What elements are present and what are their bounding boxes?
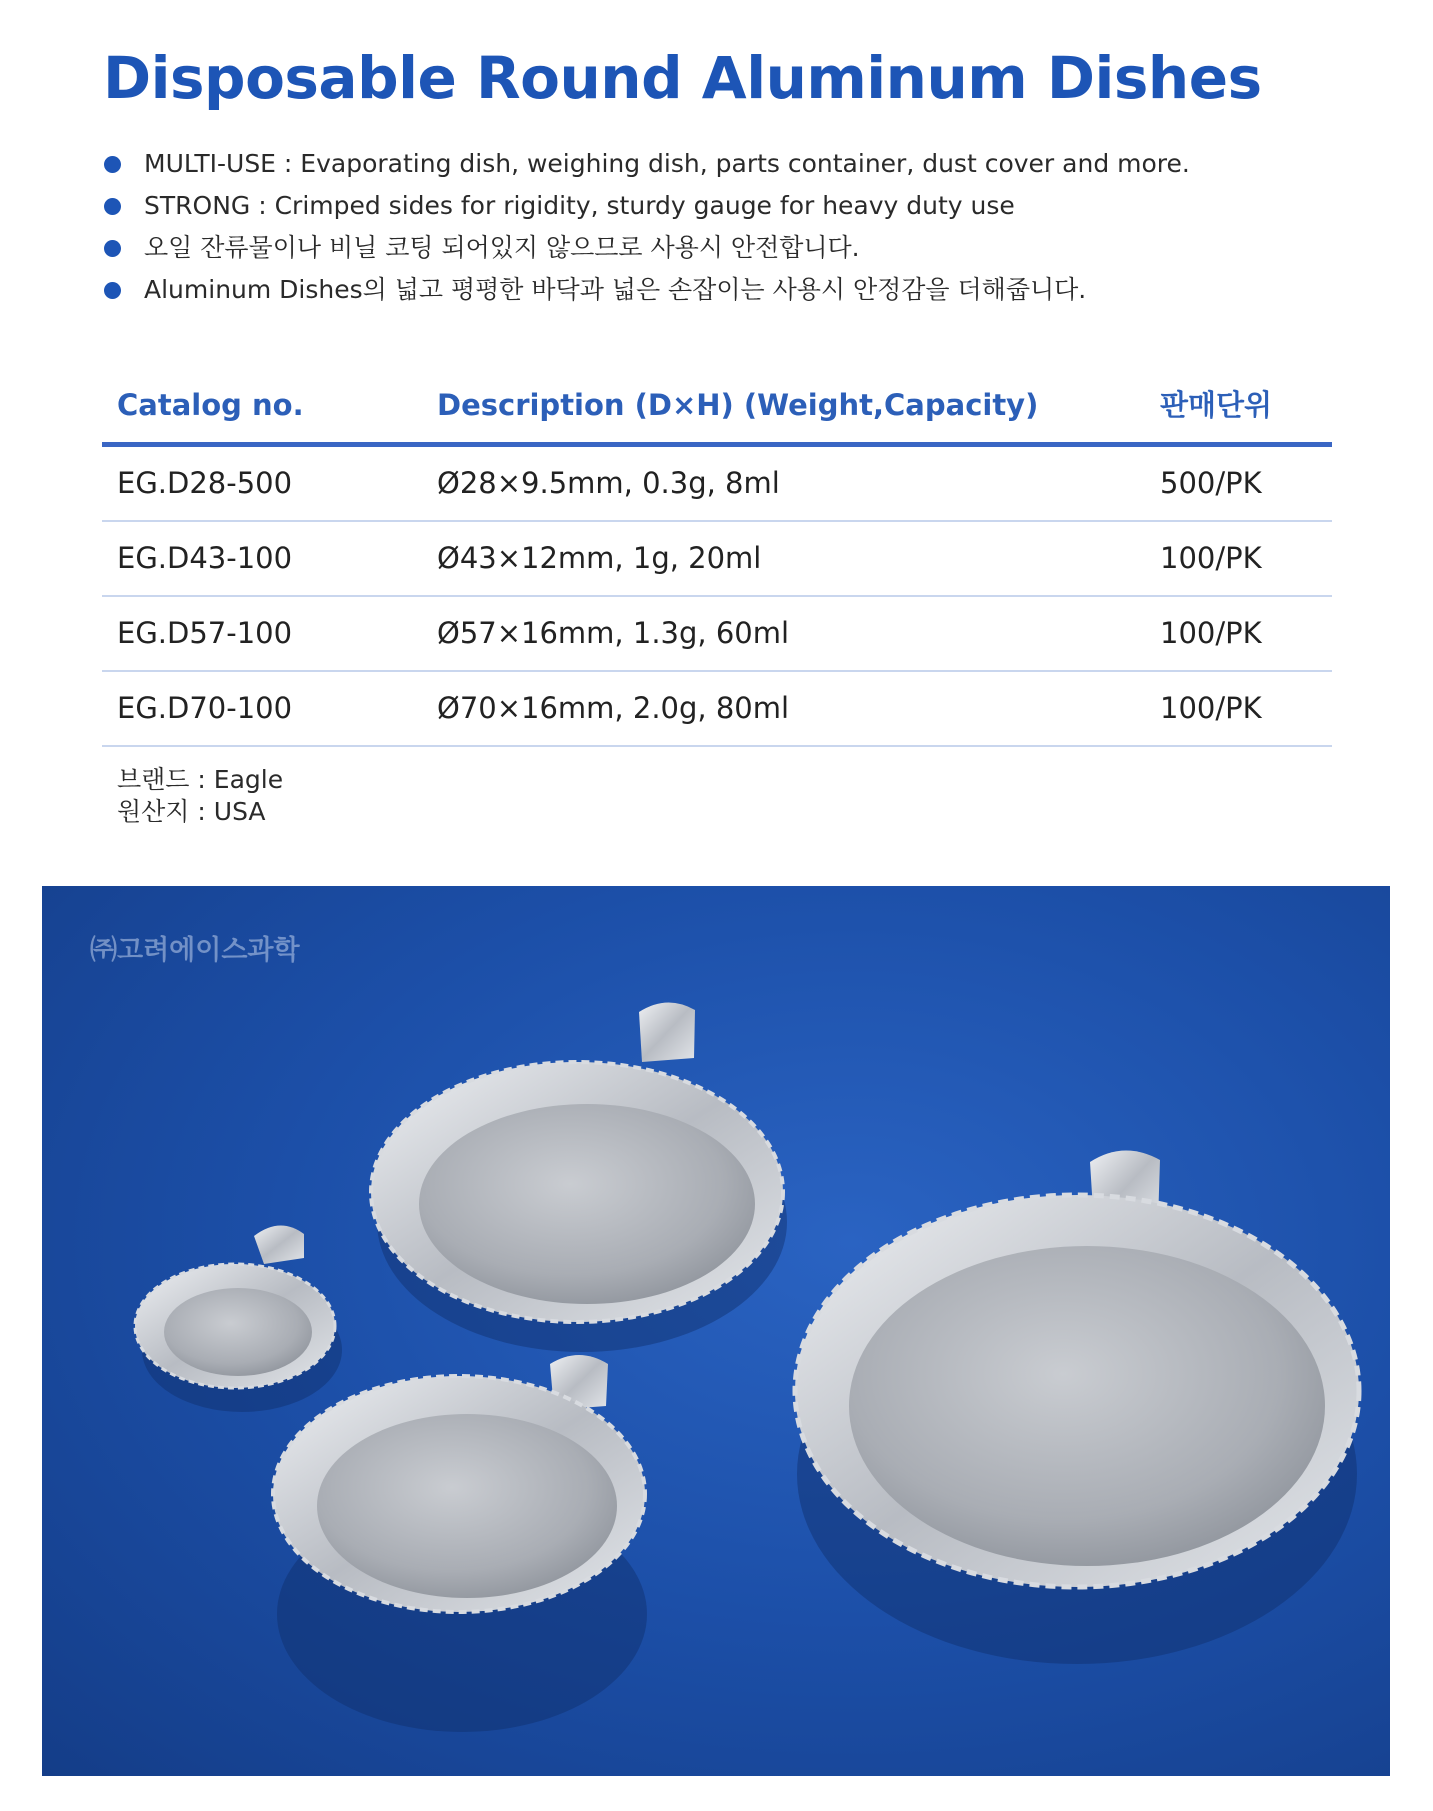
table-row (102, 522, 1332, 597)
header-catalog-no: Catalog no. (117, 388, 304, 422)
feature-text: STRONG : Crimped sides for rigidity, sturdy gauge for heavy duty use (144, 191, 1015, 220)
cell-unit: 500/PK (1160, 466, 1262, 500)
page-title: Disposable Round Aluminum Dishes (103, 44, 1262, 112)
cell-catalog-no: EG.D70-100 (117, 691, 293, 725)
feature-item (104, 185, 1190, 227)
table-header (102, 378, 1332, 447)
cell-description: Ø57×16mm, 1.3g, 60ml (437, 616, 790, 650)
cell-description: Ø43×12mm, 1g, 20ml (437, 541, 762, 575)
feature-item (104, 269, 1190, 311)
cell-unit: 100/PK (1160, 616, 1262, 650)
company-watermark: ㈜고려에이스과학 (90, 935, 300, 966)
cell-unit: 100/PK (1160, 541, 1262, 575)
feature-text: 오일 잔류물이나 비닐 코팅 되어있지 않으므로 사용시 안전합니다. (144, 233, 860, 262)
feature-item (104, 227, 1190, 269)
small-dish (135, 1225, 335, 1388)
cell-description: Ø70×16mm, 2.0g, 80ml (437, 691, 790, 725)
brand-label: 브랜드 : Eagle (117, 765, 284, 794)
bullet-dot-icon (104, 240, 121, 257)
bullet-dot-icon (104, 282, 121, 299)
header-unit: 판매단위 (1160, 388, 1273, 422)
origin-label: 원산지 : USA (117, 797, 266, 826)
table-row (102, 597, 1332, 672)
catalog-table (102, 378, 1332, 747)
cell-catalog-no: EG.D57-100 (117, 616, 293, 650)
lower-dish (273, 1355, 645, 1612)
feature-text: MULTI-USE : Evaporating dish, weighing dish, parts container, dust cover and more. (144, 149, 1190, 178)
cell-description: Ø28×9.5mm, 0.3g, 8ml (437, 466, 780, 500)
bullet-dot-icon (104, 156, 121, 173)
header-description: Description (D×H) (Weight,Capacity) (437, 388, 1039, 422)
feature-item (104, 143, 1190, 185)
cell-catalog-no: EG.D28-500 (117, 466, 293, 500)
large-dish (795, 1150, 1359, 1587)
table-row (102, 447, 1332, 522)
cell-catalog-no: EG.D43-100 (117, 541, 293, 575)
medium-dish (371, 1002, 783, 1322)
feature-list (104, 143, 1190, 311)
table-row (102, 672, 1332, 747)
product-photo (42, 886, 1390, 1776)
product-meta (117, 764, 283, 828)
cell-unit: 100/PK (1160, 691, 1262, 725)
aluminum-dishes-illustration (42, 886, 1390, 1776)
feature-text: Aluminum Dishes의 넓고 평평한 바닥과 넓은 손잡이는 사용시 안정감을 더해줍니다. (144, 275, 1087, 304)
bullet-dot-icon (104, 198, 121, 215)
